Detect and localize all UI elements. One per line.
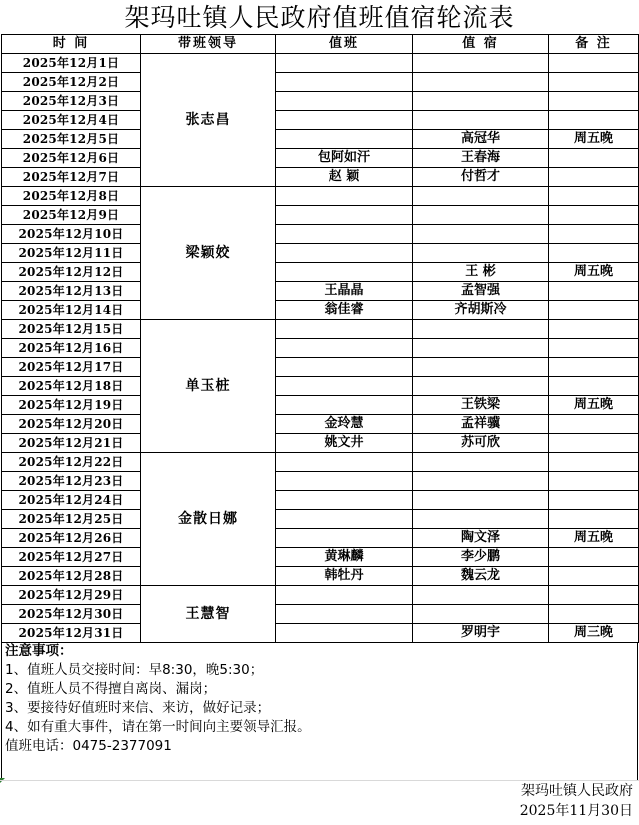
table-row (2, 510, 639, 529)
note-cell: 周三晚 (549, 624, 639, 643)
note-cell (549, 149, 639, 168)
table-row (2, 73, 639, 92)
date-cell: 2025年12月10日 (2, 225, 141, 244)
night-cell (413, 453, 549, 472)
date-cell: 2025年12月27日 (2, 548, 141, 567)
night-cell (413, 111, 549, 130)
date-cell: 2025年12月2日 (2, 73, 141, 92)
notes-item: 3、要接待好值班时来信、来访，做好记录； (5, 700, 271, 716)
night-cell: 孟祥骥 (413, 415, 549, 434)
duty-cell: 金玲慧 (276, 415, 413, 434)
date-cell: 2025年12月17日 (2, 358, 141, 377)
date-cell: 2025年12月23日 (2, 472, 141, 491)
date-cell: 2025年12月29日 (2, 586, 141, 605)
note-cell (549, 548, 639, 567)
duty-cell: 赵 颖 (276, 168, 413, 187)
note-cell (549, 301, 639, 320)
table-row (2, 149, 639, 168)
night-cell (413, 377, 549, 396)
duty-cell (276, 377, 413, 396)
leader-cell: 梁颖姣 (141, 187, 276, 320)
note-cell (549, 358, 639, 377)
note-cell (549, 586, 639, 605)
night-cell (413, 358, 549, 377)
footer-date: 2025年11月30日 (519, 803, 633, 819)
night-cell (413, 586, 549, 605)
night-cell (413, 491, 549, 510)
table-row (2, 586, 639, 605)
table-row (2, 548, 639, 567)
night-cell (413, 225, 549, 244)
note-cell: 周五晚 (549, 263, 639, 282)
night-cell (413, 92, 549, 111)
note-cell (549, 320, 639, 339)
note-cell (549, 567, 639, 586)
date-cell: 2025年12月12日 (2, 263, 141, 282)
notes-section (1, 642, 638, 780)
note-cell (549, 187, 639, 206)
duty-cell (276, 358, 413, 377)
night-cell (413, 605, 549, 624)
duty-cell (276, 529, 413, 548)
note-cell (549, 54, 639, 73)
duty-roster-table (1, 34, 639, 643)
duty-cell (276, 111, 413, 130)
night-cell: 罗明宇 (413, 624, 549, 643)
date-cell: 2025年12月3日 (2, 92, 141, 111)
note-cell (549, 510, 639, 529)
footer (0, 780, 639, 825)
duty-cell: 王晶晶 (276, 282, 413, 301)
duty-cell (276, 54, 413, 73)
duty-cell (276, 130, 413, 149)
header-duty: 值班 (276, 35, 413, 54)
date-cell: 2025年12月14日 (2, 301, 141, 320)
note-cell (549, 73, 639, 92)
note-cell (549, 453, 639, 472)
date-cell: 2025年12月1日 (2, 54, 141, 73)
night-cell (413, 187, 549, 206)
table-row (2, 567, 639, 586)
date-cell: 2025年12月4日 (2, 111, 141, 130)
note-cell (549, 491, 639, 510)
date-cell: 2025年12月26日 (2, 529, 141, 548)
page-title: 架玛吐镇人民政府值班值宿轮流表 (124, 3, 515, 32)
duty-cell (276, 396, 413, 415)
night-cell (413, 320, 549, 339)
night-cell: 孟智强 (413, 282, 549, 301)
night-cell (413, 244, 549, 263)
date-cell: 2025年12月24日 (2, 491, 141, 510)
note-cell (549, 472, 639, 491)
table-row (2, 92, 639, 111)
note-cell (549, 168, 639, 187)
table-row (2, 434, 639, 453)
table-row (2, 187, 639, 206)
notes-item: 1、值班人员交接时间：早8:30，晚5:30； (5, 662, 264, 678)
duty-cell (276, 187, 413, 206)
date-cell: 2025年12月20日 (2, 415, 141, 434)
notes-item: 4、如有重大事件，请在第一时间向主要领导汇报。 (5, 719, 311, 735)
date-cell: 2025年12月9日 (2, 206, 141, 225)
note-cell (549, 225, 639, 244)
note-cell: 周五晚 (549, 130, 639, 149)
table-row (2, 529, 639, 548)
duty-cell: 韩牡丹 (276, 567, 413, 586)
note-cell (549, 434, 639, 453)
table-row (2, 111, 639, 130)
table-row (2, 206, 639, 225)
night-cell: 王春海 (413, 149, 549, 168)
duty-cell (276, 244, 413, 263)
table-row (2, 282, 639, 301)
table-row (2, 225, 639, 244)
duty-cell (276, 339, 413, 358)
duty-cell (276, 453, 413, 472)
note-cell (549, 282, 639, 301)
header-time: 时 间 (2, 35, 141, 54)
note-cell (549, 605, 639, 624)
leader-cell: 张志昌 (141, 54, 276, 187)
night-cell: 苏可欣 (413, 434, 549, 453)
note-cell (549, 244, 639, 263)
date-cell: 2025年12月6日 (2, 149, 141, 168)
date-cell: 2025年12月31日 (2, 624, 141, 643)
note-cell (549, 206, 639, 225)
duty-phone: 值班电话：0475-2377091 (5, 738, 172, 754)
table-row (2, 377, 639, 396)
leader-cell: 王慧智 (141, 586, 276, 643)
date-cell: 2025年12月25日 (2, 510, 141, 529)
duty-cell (276, 225, 413, 244)
duty-cell (276, 605, 413, 624)
duty-cell (276, 586, 413, 605)
date-cell: 2025年12月7日 (2, 168, 141, 187)
date-cell: 2025年12月13日 (2, 282, 141, 301)
night-cell (413, 73, 549, 92)
night-cell: 高冠华 (413, 130, 549, 149)
header-leader: 带班领导 (141, 35, 276, 54)
table-row (2, 130, 639, 149)
note-cell: 周五晚 (549, 396, 639, 415)
duty-cell (276, 320, 413, 339)
duty-cell (276, 472, 413, 491)
night-cell: 陶文泽 (413, 529, 549, 548)
duty-cell: 翁佳睿 (276, 301, 413, 320)
date-cell: 2025年12月22日 (2, 453, 141, 472)
table-row (2, 472, 639, 491)
duty-cell (276, 624, 413, 643)
night-cell: 王 彬 (413, 263, 549, 282)
night-cell (413, 472, 549, 491)
table-row (2, 624, 639, 643)
note-cell: 周五晚 (549, 529, 639, 548)
table-row (2, 301, 639, 320)
table-row (2, 320, 639, 339)
duty-cell: 包阿如汗 (276, 149, 413, 168)
night-cell: 王铁梁 (413, 396, 549, 415)
night-cell (413, 54, 549, 73)
date-cell: 2025年12月28日 (2, 567, 141, 586)
notes-item: 2、值班人员不得擅自离岗、漏岗； (5, 681, 217, 697)
note-cell (549, 377, 639, 396)
night-cell (413, 510, 549, 529)
table-row (2, 396, 639, 415)
table-row (2, 358, 639, 377)
night-cell (413, 339, 549, 358)
date-cell: 2025年12月16日 (2, 339, 141, 358)
header-note: 备 注 (549, 35, 639, 54)
date-cell: 2025年12月5日 (2, 130, 141, 149)
night-cell (413, 206, 549, 225)
header-night: 值 宿 (413, 35, 549, 54)
table-row (2, 244, 639, 263)
table-row (2, 339, 639, 358)
table-row (2, 453, 639, 472)
duty-cell (276, 491, 413, 510)
night-cell: 付哲才 (413, 168, 549, 187)
note-cell (549, 111, 639, 130)
duty-cell (276, 92, 413, 111)
duty-cell (276, 510, 413, 529)
night-cell: 魏云龙 (413, 567, 549, 586)
date-cell: 2025年12月21日 (2, 434, 141, 453)
night-cell: 李少鹏 (413, 548, 549, 567)
table-row (2, 168, 639, 187)
duty-cell: 姚文井 (276, 434, 413, 453)
date-cell: 2025年12月8日 (2, 187, 141, 206)
table-row (2, 491, 639, 510)
notes-heading: 注意事项： (5, 643, 73, 659)
duty-cell (276, 263, 413, 282)
note-cell (549, 92, 639, 111)
roster-body (2, 54, 639, 643)
table-row (2, 54, 639, 73)
duty-cell (276, 73, 413, 92)
duty-cell: 黄琳麟 (276, 548, 413, 567)
table-row (2, 605, 639, 624)
table-row (2, 263, 639, 282)
leader-cell: 金散日娜 (141, 453, 276, 586)
leader-cell: 单玉桩 (141, 320, 276, 453)
date-cell: 2025年12月11日 (2, 244, 141, 263)
date-cell: 2025年12月19日 (2, 396, 141, 415)
note-cell (549, 415, 639, 434)
header-row (2, 35, 639, 54)
note-cell (549, 339, 639, 358)
duty-cell (276, 206, 413, 225)
table-row (2, 415, 639, 434)
date-cell: 2025年12月18日 (2, 377, 141, 396)
night-cell: 齐胡斯冷 (413, 301, 549, 320)
date-cell: 2025年12月30日 (2, 605, 141, 624)
date-cell: 2025年12月15日 (2, 320, 141, 339)
footer-org: 架玛吐镇人民政府 (521, 783, 633, 799)
